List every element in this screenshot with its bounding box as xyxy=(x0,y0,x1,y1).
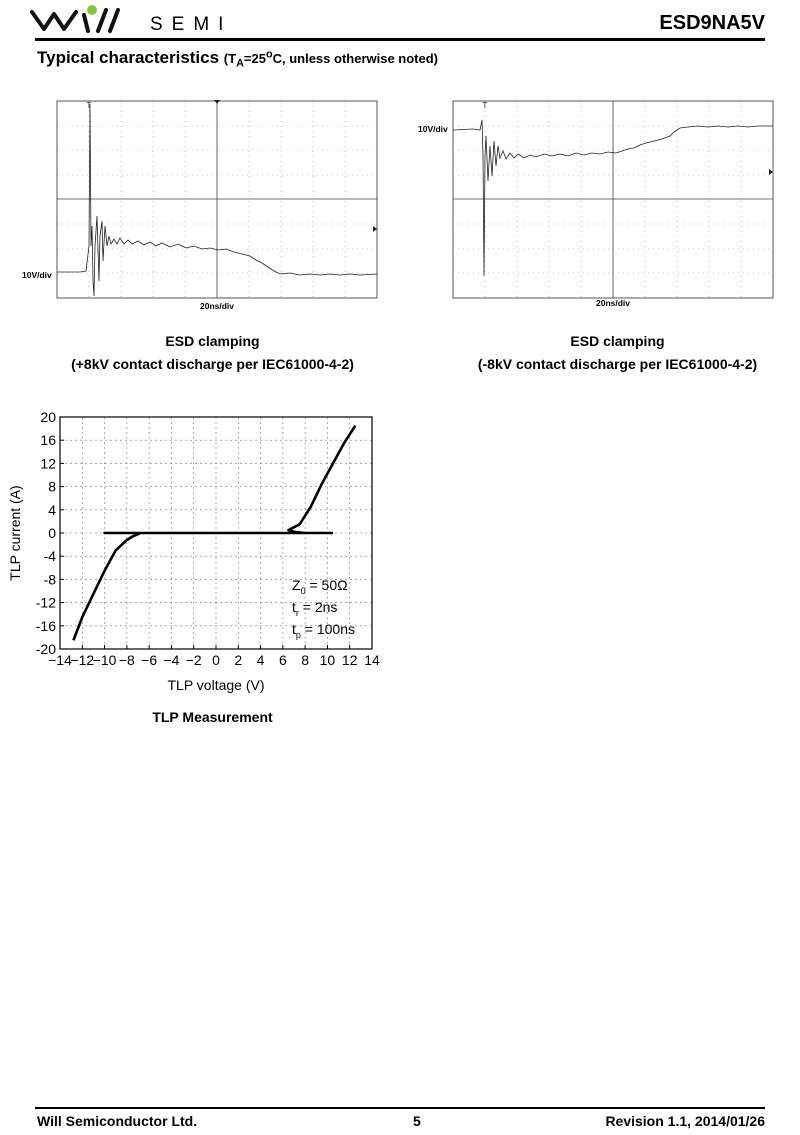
y-tick-label: 12 xyxy=(40,455,56,472)
scope-left-caption-detail: (+8kV contact discharge per IEC61000-4-2) xyxy=(71,356,354,372)
tlp-chart xyxy=(0,400,400,700)
y-tick-label: -12 xyxy=(35,594,56,611)
will-logo xyxy=(30,4,145,34)
x-tick-label: 12 xyxy=(341,652,358,668)
y-tick-label: 8 xyxy=(48,478,56,495)
x-tick-label: −4 xyxy=(163,652,180,668)
tlp-y-tick-labels xyxy=(36,409,56,657)
section-title xyxy=(37,48,438,70)
tlp-annotation-tp: $t_p = 100ns$ xyxy=(292,621,356,640)
brand-name: SEMI xyxy=(150,14,233,35)
x-tick-label: −14 xyxy=(48,652,72,668)
tlp-x-axis-label: TLP voltage (V) xyxy=(167,677,265,693)
footer-company: Will Semiconductor Ltd. xyxy=(37,1113,198,1129)
scope-right-x-scale: 20ns/div xyxy=(595,298,631,308)
scope-left-x-scale: 20ns/div xyxy=(199,301,235,311)
tlp-x-tick-labels xyxy=(48,652,380,668)
tlp-y-axis-label: TLP current (A) xyxy=(7,485,23,581)
scope-right-caption-title: ESD clamping xyxy=(570,333,665,349)
y-tick-label: -8 xyxy=(43,571,56,588)
tlp-annotation-z0: $Z_0 = 50\Omega$ xyxy=(292,577,348,596)
scope-right-caption xyxy=(445,330,790,376)
scope-left-y-scale: 10V/div xyxy=(22,270,52,280)
y-tick-label: -20 xyxy=(35,641,56,657)
x-tick-label: 14 xyxy=(364,652,380,668)
x-tick-label: 6 xyxy=(278,652,287,668)
x-tick-label: 8 xyxy=(301,652,310,668)
y-tick-label: 4 xyxy=(48,501,56,518)
tlp-caption: TLP Measurement xyxy=(152,709,273,725)
footer-page-number: 5 xyxy=(413,1113,421,1129)
scope-left-trigger-marker xyxy=(214,100,220,104)
x-tick-label: −8 xyxy=(118,652,135,668)
x-tick-label: 10 xyxy=(319,652,336,668)
section-note: ($T_A=25^oC$, unless otherwise noted) xyxy=(223,48,439,70)
y-tick-label: -4 xyxy=(43,548,56,565)
x-tick-label: 4 xyxy=(256,652,265,668)
part-number: ESD9NA5V xyxy=(659,12,765,34)
y-tick-label: 20 xyxy=(40,409,56,425)
scope-left-caption-title: ESD clamping xyxy=(165,333,260,349)
x-tick-label: −2 xyxy=(185,652,202,668)
scope-left xyxy=(20,96,382,316)
x-tick-label: 2 xyxy=(234,652,243,668)
scope-right xyxy=(418,96,780,316)
footer-revision: Revision 1.1, 2014/01/26 xyxy=(605,1113,765,1129)
header-rule xyxy=(35,38,765,41)
scope-left-caption xyxy=(40,330,385,376)
x-tick-label: −12 xyxy=(70,652,95,668)
scope-right-y-scale: 10V/div xyxy=(418,124,448,134)
scope-left-level-marker xyxy=(373,226,377,232)
scope-right-caption-detail: (-8kV contact discharge per IEC61000-4-2) xyxy=(477,356,758,372)
tlp-annotation-tr: $t_r = 2ns$ xyxy=(292,599,338,618)
x-tick-label: −6 xyxy=(141,652,158,668)
section-title-text: Typical characteristics xyxy=(37,48,220,67)
x-tick-label: 0 xyxy=(212,652,220,668)
footer-rule xyxy=(35,1107,765,1109)
svg-text:T: T xyxy=(482,101,488,110)
y-tick-label: -16 xyxy=(35,617,56,634)
scope-right-level-marker xyxy=(769,169,773,175)
y-tick-label: 16 xyxy=(40,432,56,449)
x-tick-label: −10 xyxy=(92,652,117,668)
svg-text:T: T xyxy=(86,101,92,110)
y-tick-label: 0 xyxy=(48,525,56,541)
